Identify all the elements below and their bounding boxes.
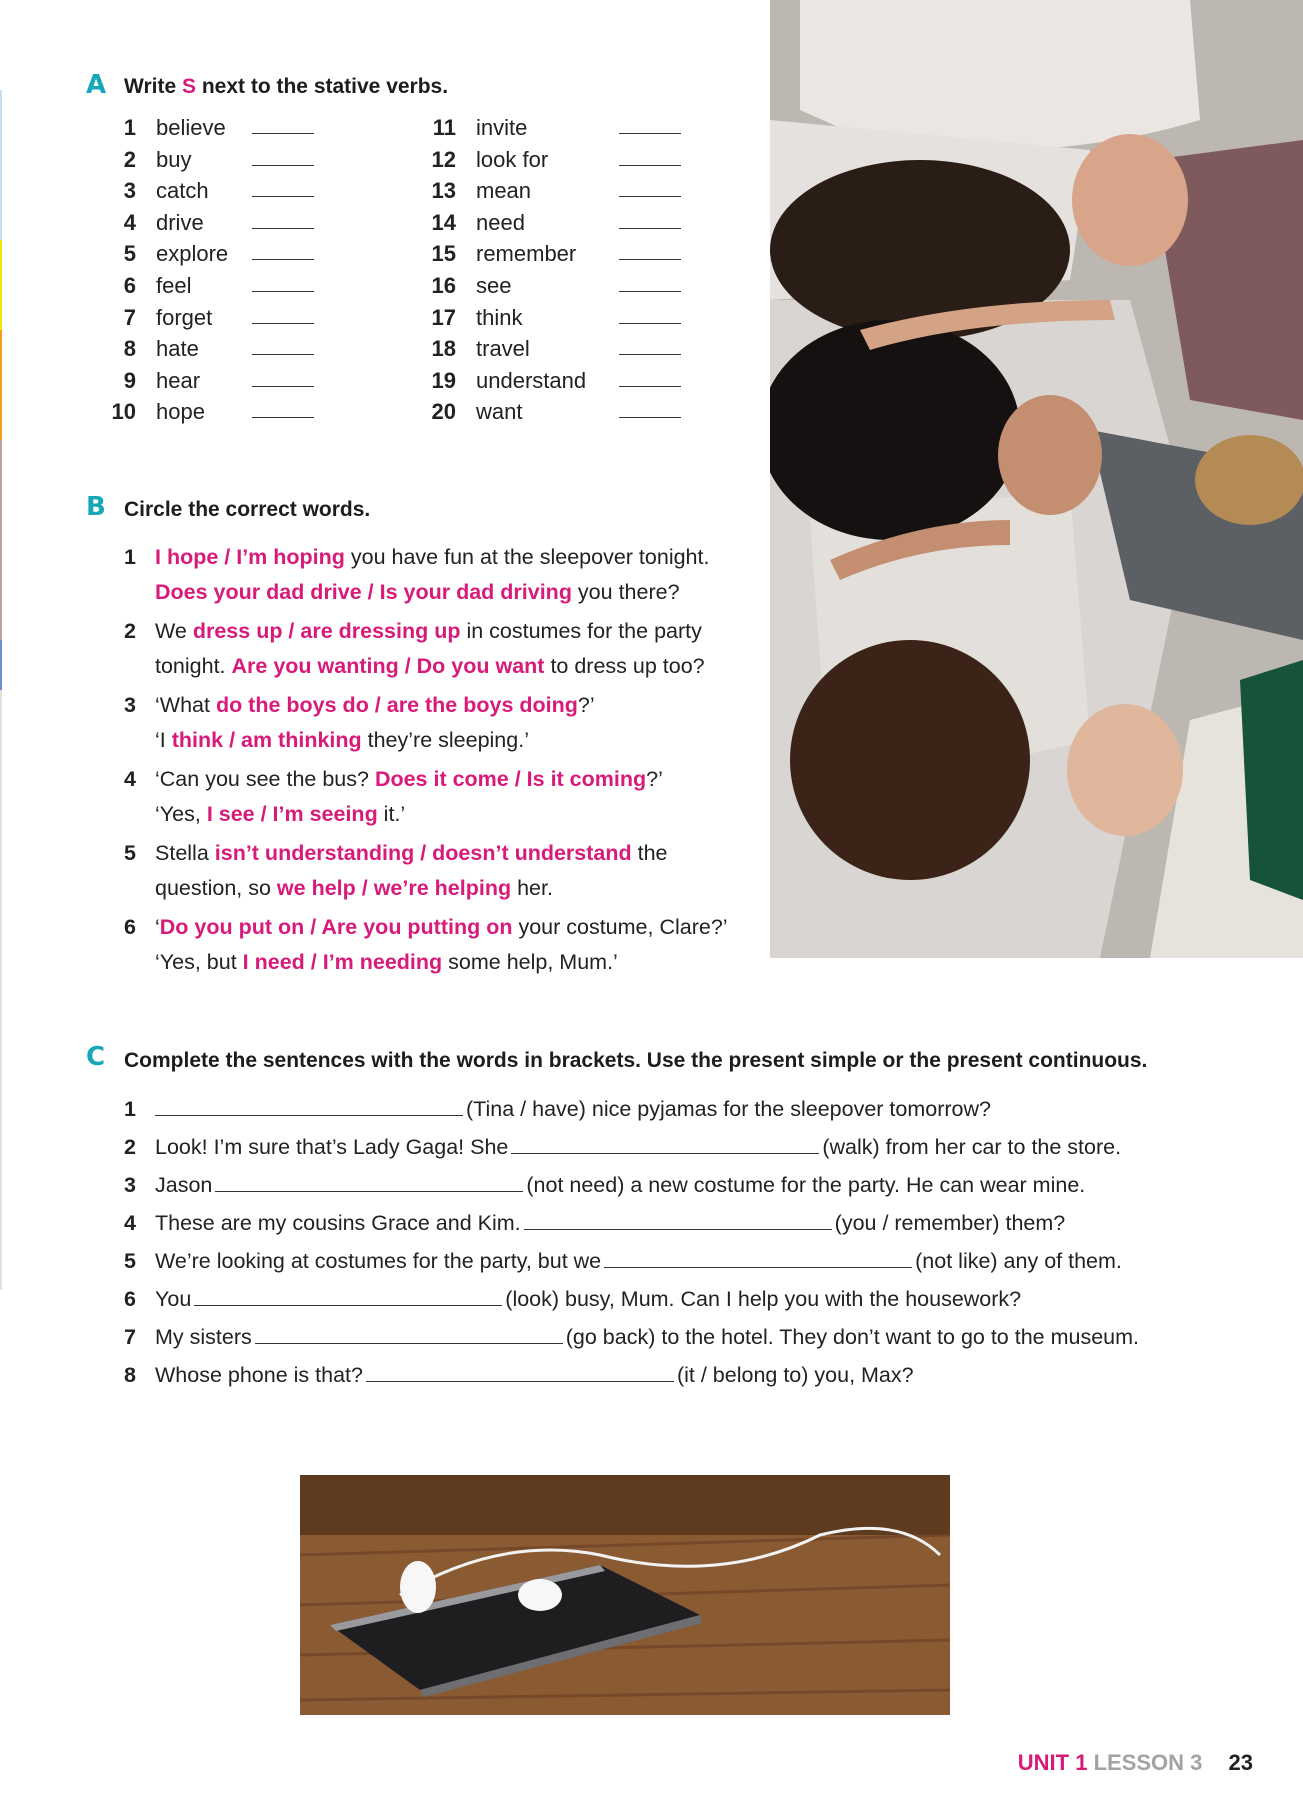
sentence-after: (Tina / have) nice pyjamas for the sleepover tomorrow? [466,1097,991,1121]
verb-number: 13 [431,178,456,204]
sentence-text: We [155,619,193,643]
sentence-after: (walk) from her car to the store. [822,1135,1122,1159]
word-choice[interactable]: we help / we’re helping [276,876,512,900]
verb-word: drive [156,209,204,235]
answer-gap[interactable] [155,1095,463,1116]
gapfill-item [124,1318,1204,1356]
verb-row [100,207,400,239]
verb-row [100,238,400,270]
edge-strip [0,690,2,1290]
item-number: 5 [124,841,136,865]
answer-blank[interactable] [619,165,681,166]
answer-blank[interactable] [619,417,681,418]
sleepover-illustration [770,0,1303,958]
answer-blank[interactable] [252,259,314,260]
sentence-text: tonight. [155,654,232,678]
sentence-text: ‘Yes, but [155,950,243,974]
answer-blank[interactable] [619,291,681,292]
answer-blank[interactable] [619,196,681,197]
answer-blank[interactable] [252,291,314,292]
unit-label: UNIT 1 [1017,1750,1088,1775]
word-choice[interactable]: Do you put on / Are you putting on [159,915,513,939]
circle-item [124,688,764,758]
sentence-text: her. [511,876,553,900]
verb-row [420,302,720,334]
word-choice[interactable]: think / am thinking [171,728,362,752]
sentence-line [155,1363,914,1387]
verb-number: 9 [123,367,136,393]
sentence-before: Jason [155,1173,213,1197]
sentence-line [155,1135,1121,1159]
item-number: 8 [124,1363,136,1387]
sentence-before: My sisters [155,1325,252,1349]
sentence-text: ‘I [155,728,172,752]
sentence-after: (it / belong to) you, Max? [676,1363,914,1387]
phone-illustration [300,1475,950,1715]
verb-word: forget [156,304,213,330]
sentence-after: (not need) a new costume for the party. He can wear mine. [526,1173,1086,1197]
page-number: 23 [1228,1750,1253,1775]
word-choice[interactable]: I need / I’m needing [242,950,443,974]
item-number: 4 [124,1211,136,1235]
sentence-line [155,649,764,684]
verb-number: 1 [123,115,136,140]
sentence-line [155,910,764,945]
verb-word: feel [156,272,192,298]
answer-gap[interactable] [524,1209,832,1230]
verb-word: remember [476,241,577,267]
answer-blank[interactable] [619,323,681,324]
verb-word: hope [156,399,205,425]
verb-word: look for [476,146,549,172]
circle-item [124,540,764,610]
item-number: 1 [124,1097,136,1121]
circle-item [124,836,764,906]
circle-item [124,762,764,832]
sentence-line [155,945,764,980]
gapfill-item [124,1280,1204,1318]
answer-blank[interactable] [619,259,681,260]
answer-gap[interactable] [604,1247,912,1268]
verb-row [420,238,720,270]
edge-strip [0,440,2,640]
sentence-after: (you / remember) them? [834,1211,1066,1235]
sentence-line [155,1097,991,1121]
item-number: 1 [124,545,136,569]
sentence-line [155,575,764,610]
item-number: 6 [124,915,136,939]
answer-blank[interactable] [619,228,681,229]
answer-blank[interactable] [252,133,314,134]
sentence-line [155,1287,1021,1311]
verb-word: travel [476,336,530,362]
sentence-line [155,871,764,906]
circle-item [124,614,764,684]
sentence-before: You [155,1287,192,1311]
sentence-line [155,540,764,575]
section-c-list [124,1090,1224,1410]
verb-number: 17 [431,304,456,330]
word-choice[interactable]: isn’t understanding / doesn’t understand [214,841,632,865]
photo-phone-earphones [300,1475,950,1715]
word-choice[interactable]: Does your dad drive / Is your dad driving [155,580,572,604]
verb-word: hate [156,336,199,362]
sentence-line [155,723,764,758]
sentence-line [155,762,764,797]
section-b-list [124,540,764,980]
verb-number: 2 [123,146,136,172]
answer-blank[interactable] [252,354,314,355]
word-choice[interactable]: do the boys do / are the boys doing [215,693,578,717]
section-c-letter: C [86,1042,106,1072]
sentence-text: the [631,841,668,865]
gapfill-item [124,1090,1204,1128]
section-a-letter: A [86,70,107,100]
answer-gap[interactable] [194,1285,502,1306]
verb-number: 4 [123,209,136,235]
gapfill-item [124,1128,1204,1166]
answer-blank[interactable] [619,386,681,387]
verb-row [100,302,400,334]
gapfill-item [124,1242,1204,1280]
sentence-text: ?’ [577,693,595,717]
verb-number: 19 [431,367,456,393]
verb-row [420,175,720,207]
verb-row [420,112,720,144]
sentence-line [155,836,764,871]
sentence-line [155,688,764,723]
item-number: 2 [124,1135,136,1159]
sentence-text: ?’ [646,767,663,791]
circle-item [124,910,764,980]
verb-row [420,144,720,176]
sentence-text: question, so [155,876,277,900]
verb-number: 11 [432,115,456,140]
verb-word: believe [156,115,226,140]
verb-word: hear [156,367,201,393]
sentence-text: to dress up too? [544,654,705,678]
sentence-text: ‘What [155,693,216,717]
sentence-text: your costume, Clare?’ [512,915,728,939]
instruction-text: Write [124,75,182,98]
verb-word: think [476,304,523,330]
sentence-text: you have fun at the sleepover tonight. [344,545,710,569]
verb-number: 6 [123,272,136,298]
item-number: 2 [124,619,136,643]
item-number: 3 [124,693,136,717]
verb-row [100,365,400,397]
sentence-text: it.’ [377,802,406,826]
section-c-instruction: Complete the sentences with the words in brackets. Use the present simple or the present continuous. [124,1049,1148,1072]
verb-word: need [476,209,525,235]
section-b-letter: B [86,492,106,522]
sentence-after: (go back) to the hotel. They don’t want to go to the museum. [565,1325,1140,1349]
answer-gap[interactable] [366,1361,674,1382]
verb-word: mean [476,178,532,204]
verb-list-left [100,112,400,428]
answer-gap[interactable] [215,1171,523,1192]
sentence-text: they’re sleeping.’ [361,728,529,752]
verb-row [100,333,400,365]
page-footer [1018,1750,1253,1776]
verb-word: invite [476,115,528,140]
sentence-before: These are my cousins Grace and Kim. [155,1211,521,1235]
sentence-line [155,1249,1122,1273]
photo-sleepover-girls [770,0,1303,958]
verb-word: want [476,399,523,425]
sentence-after: (not like) any of them. [915,1249,1122,1273]
sentence-line [155,1211,1065,1235]
verb-row [100,175,400,207]
verb-number: 5 [123,241,136,267]
edge-strip [0,640,2,690]
item-number: 5 [124,1249,136,1273]
answer-blank[interactable] [252,417,314,418]
answer-gap[interactable] [511,1133,819,1154]
word-choice[interactable]: dress up / are dressing up [192,619,461,643]
item-number: 7 [124,1325,136,1349]
answer-gap[interactable] [255,1323,563,1344]
verb-number: 14 [431,209,456,235]
verb-number: 16 [431,272,456,298]
verb-number: 20 [431,399,456,425]
verb-word: explore [156,241,229,267]
item-number: 3 [124,1173,136,1197]
verb-word: buy [156,146,192,172]
lesson-label: LESSON 3 [1093,1750,1203,1775]
verb-word: catch [156,178,209,204]
verb-row [100,396,400,428]
verb-row [420,207,720,239]
answer-blank[interactable] [619,354,681,355]
word-choice[interactable]: I hope / I’m hoping [155,545,345,569]
verb-number: 15 [431,241,456,267]
verb-row [100,144,400,176]
verb-row [420,270,720,302]
sentence-text: you there? [571,580,680,604]
instruction-s: S [181,75,196,98]
edge-strip [0,240,2,330]
sentence-line [155,1325,1139,1349]
sentence-text: some help, Mum.’ [442,950,618,974]
verb-row [100,270,400,302]
answer-blank[interactable] [252,196,314,197]
instruction-text: next to the stative verbs. [195,75,449,98]
item-number: 4 [124,767,136,791]
word-choice[interactable]: Does it come / Is it coming [374,767,647,791]
sentence-text: in costumes for the party [460,619,702,643]
verb-row [420,365,720,397]
verb-word: understand [476,367,587,393]
sentence-line [155,1173,1085,1197]
sentence-text: ‘Can you see the bus? [155,767,375,791]
sentence-line [155,614,764,649]
verb-row [420,333,720,365]
edge-strip [0,90,2,240]
sentence-before: Look! I’m sure that’s Lady Gaga! She [155,1135,509,1159]
sentence-text: Stella [155,841,215,865]
answer-blank[interactable] [619,133,681,134]
section-a-instruction [124,75,448,99]
gapfill-item [124,1356,1204,1394]
answer-blank[interactable] [252,228,314,229]
section-b-instruction: Circle the correct words. [124,498,371,521]
verb-number: 8 [123,336,136,362]
verb-word: see [476,272,512,298]
verb-number: 10 [111,399,136,425]
answer-blank[interactable] [252,386,314,387]
sentence-before: We’re looking at costumes for the party, but we [155,1249,602,1273]
sentence-line [155,797,764,832]
verb-row [420,396,720,428]
gapfill-item [124,1204,1204,1242]
verb-number: 7 [123,304,136,330]
edge-strip [0,330,2,440]
word-choice[interactable]: Are you wanting / Do you want [231,654,545,678]
item-number: 6 [124,1287,136,1311]
sentence-text: ‘Yes, [155,802,207,826]
gapfill-item [124,1166,1204,1204]
sentence-after: (look) busy, Mum. Can I help you with the housework? [505,1287,1022,1311]
word-choice[interactable]: I see / I’m seeing [206,802,378,826]
verb-number: 12 [431,146,456,172]
answer-blank[interactable] [252,323,314,324]
answer-blank[interactable] [252,165,314,166]
verb-number: 3 [123,178,136,204]
sentence-text: ‘ [155,915,160,939]
verb-number: 18 [431,336,456,362]
verb-row [100,112,400,144]
sentence-before: Whose phone is that? [155,1363,363,1387]
verb-list-right [420,112,720,428]
